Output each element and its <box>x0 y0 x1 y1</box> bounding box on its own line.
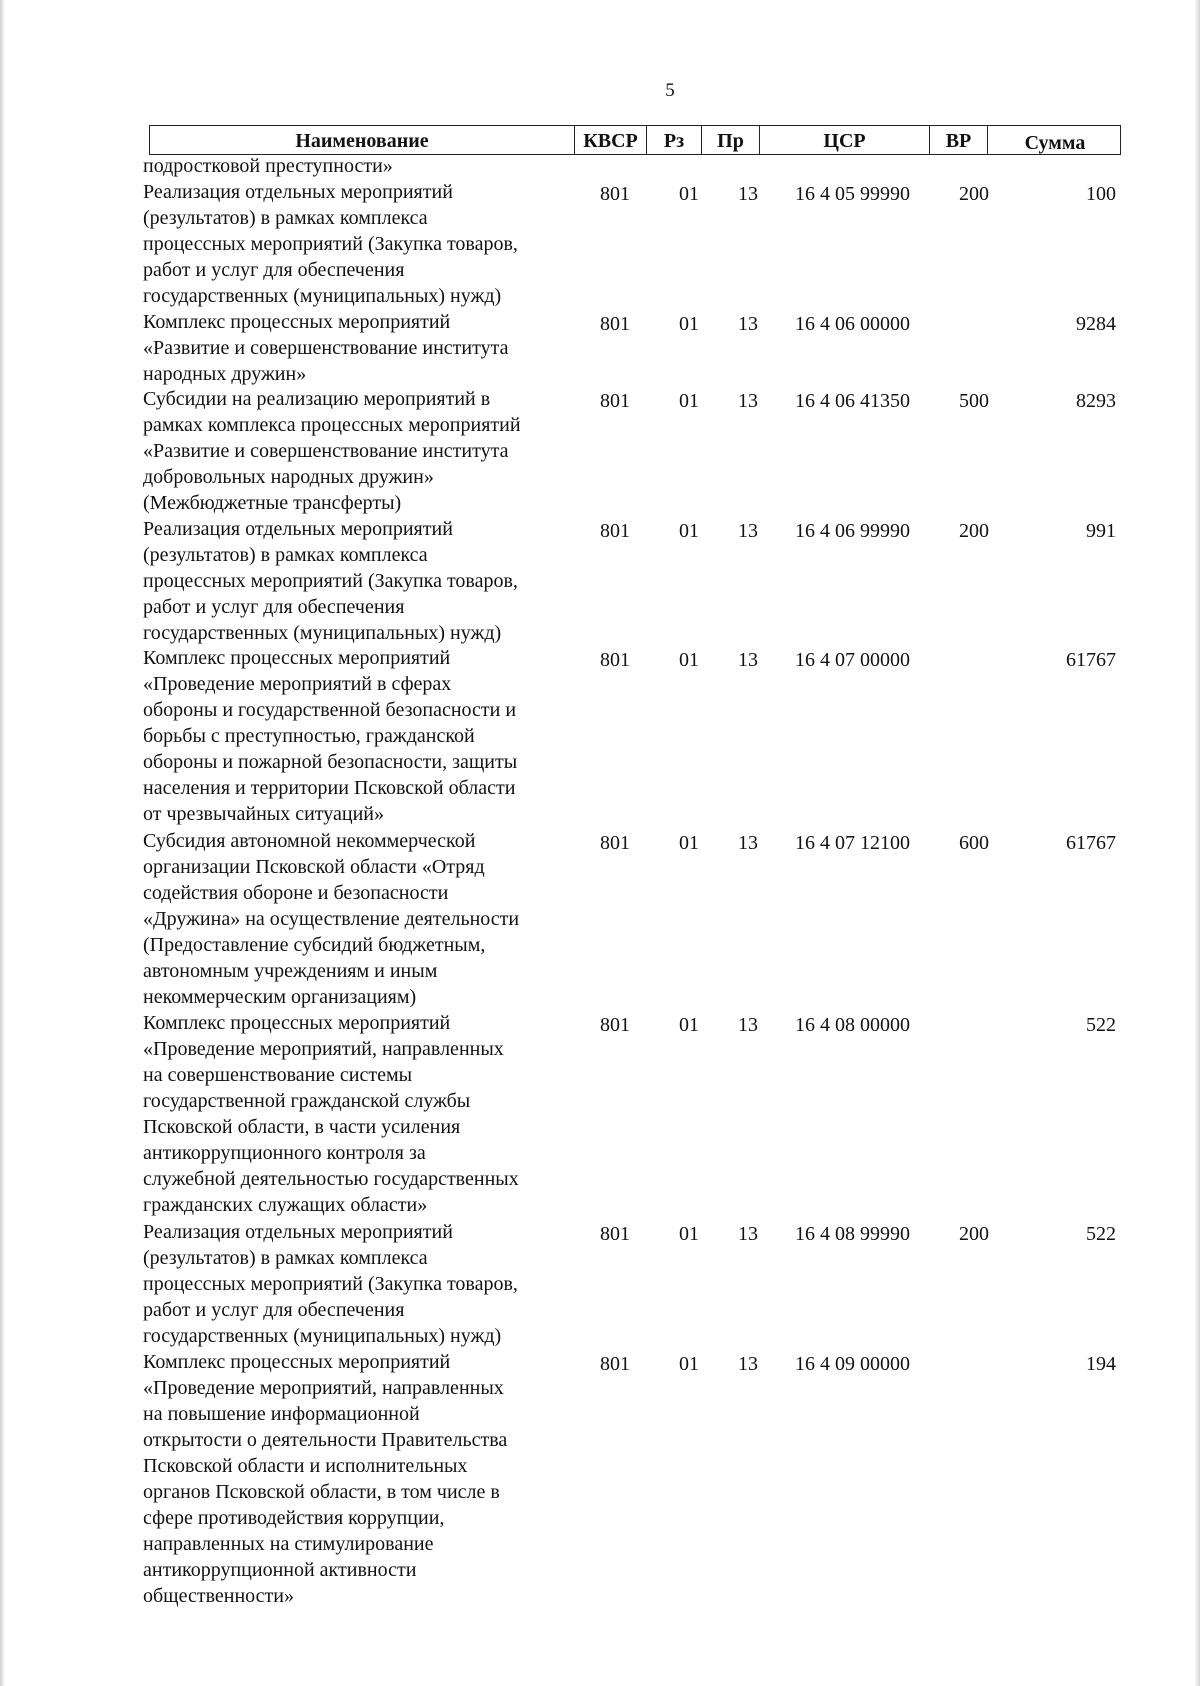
csr-cell: 16 4 06 00000 <box>795 313 910 335</box>
rz-cell: 01 <box>679 1223 699 1245</box>
kvsr-cell: 801 <box>600 520 630 542</box>
sum-cell: 61767 <box>1066 649 1116 671</box>
pr-cell: 13 <box>738 649 758 671</box>
pr-cell: 13 <box>738 1223 758 1245</box>
sum-cell: 522 <box>1086 1014 1116 1036</box>
vr-cell: 200 <box>959 183 989 205</box>
header-rz: Рз <box>647 126 702 154</box>
name-cell: Комплекс процессных мероприятий «Проведение мероприятий в сферах обороны и государственной безопасности и борьбы с преступностью, гражданской обороны и пожарной безопасности, защиты населения и территории Псковской области от чрезвычайных ситуаций» <box>143 647 518 825</box>
vr-cell: 200 <box>959 520 989 542</box>
page-number: 5 <box>665 80 675 101</box>
vr-cell: 200 <box>959 1223 989 1245</box>
header-vr: ВР <box>930 126 988 154</box>
kvsr-cell: 801 <box>600 390 630 412</box>
pr-cell: 13 <box>738 390 758 412</box>
rz-cell: 01 <box>679 520 699 542</box>
csr-cell: 16 4 06 41350 <box>795 390 910 412</box>
kvsr-cell: 801 <box>600 1223 630 1245</box>
rz-cell: 01 <box>679 1353 699 1375</box>
name-cell: Комплекс процессных мероприятий «Проведение мероприятий, направленных на совершенствование системы государственной гражданской службы Псковской области, в части усиления антикоррупционного контроля за служебной деятельностью государственных гражданских служащих области» <box>143 1012 519 1216</box>
sum-cell: 8293 <box>1076 390 1116 412</box>
pr-cell: 13 <box>738 832 758 854</box>
pr-cell: 13 <box>738 1353 758 1375</box>
csr-cell: 16 4 08 99990 <box>795 1223 910 1245</box>
kvsr-cell: 801 <box>600 1014 630 1036</box>
kvsr-cell: 801 <box>600 832 630 854</box>
kvsr-cell: 801 <box>600 649 630 671</box>
kvsr-cell: 801 <box>600 1353 630 1375</box>
rz-cell: 01 <box>679 390 699 412</box>
sum-cell: 522 <box>1086 1223 1116 1245</box>
header-csr: ЦСР <box>760 126 930 154</box>
name-cell: Реализация отдельных мероприятий (результатов) в рамках комплекса процессных мероприятий (Закупка товаров, работ и услуг для обеспечения государственных (муниципальных) нужд) <box>143 1221 518 1347</box>
sum-cell: 194 <box>1086 1353 1116 1375</box>
pr-cell: 13 <box>738 313 758 335</box>
csr-cell: 16 4 05 99990 <box>795 183 910 205</box>
pr-cell: 13 <box>738 520 758 542</box>
rz-cell: 01 <box>679 183 699 205</box>
name-cell: Субсидия автономной некоммерческой организации Псковской области «Отряд содействия обороне и безопасности «Дружина» на осуществление деятельности (Предоставление субсидий бюджетным, автономным учреждениям и иным некоммерческим организациям) <box>143 830 520 1008</box>
kvsr-cell: 801 <box>600 313 630 335</box>
csr-cell: 16 4 06 99990 <box>795 520 910 542</box>
pr-cell: 13 <box>738 1014 758 1036</box>
rz-cell: 01 <box>679 313 699 335</box>
header-kvsr: КВСР <box>575 126 647 154</box>
csr-cell: 16 4 07 00000 <box>795 649 910 671</box>
sum-cell: 9284 <box>1076 313 1116 335</box>
sum-cell: 61767 <box>1066 832 1116 854</box>
name-cell: Реализация отдельных мероприятий (результатов) в рамках комплекса процессных мероприятий (Закупка товаров, работ и услуг для обеспечения государственных (муниципальных) нужд) <box>143 518 518 644</box>
sum-cell: 100 <box>1086 183 1116 205</box>
scan-edge-right <box>1194 0 1200 1686</box>
rz-cell: 01 <box>679 832 699 854</box>
name-cell: Реализация отдельных мероприятий (результатов) в рамках комплекса процессных мероприятий (Закупка товаров, работ и услуг для обеспечения государственных (муниципальных) нужд) <box>143 181 518 307</box>
rz-cell: 01 <box>679 1014 699 1036</box>
name-cell: Субсидии на реализацию мероприятий в рамках комплекса процессных мероприятий «Развитие и совершенствование института добровольных народных дружин» (Межбюджетные трансферты) <box>143 388 521 514</box>
pr-cell: 13 <box>738 183 758 205</box>
name-cell: подростковой преступности» <box>143 155 393 177</box>
header-pr: Пр <box>702 126 760 154</box>
header-sum: Сумма <box>1024 132 1086 154</box>
csr-cell: 16 4 07 12100 <box>795 832 910 854</box>
rz-cell: 01 <box>679 649 699 671</box>
name-cell: Комплекс процессных мероприятий «Проведение мероприятий, направленных на повышение информационной открытости о деятельности Правительства Псковской области и исполнительных органов Псковской области, в том числе в сфере противодействия коррупции, направленных на стимулирование антикоррупционной активности общественности» <box>143 1351 508 1607</box>
csr-cell: 16 4 08 00000 <box>795 1014 910 1036</box>
vr-cell: 500 <box>959 390 989 412</box>
sum-cell: 991 <box>1086 520 1116 542</box>
name-cell: Комплекс процессных мероприятий «Развитие и совершенствование института народных дружин» <box>143 311 509 385</box>
header-name: Наименование <box>150 126 575 154</box>
scan-edge-left <box>0 0 5 1686</box>
csr-cell: 16 4 09 00000 <box>795 1353 910 1375</box>
vr-cell: 600 <box>959 832 989 854</box>
kvsr-cell: 801 <box>600 183 630 205</box>
table-header <box>149 125 1121 155</box>
